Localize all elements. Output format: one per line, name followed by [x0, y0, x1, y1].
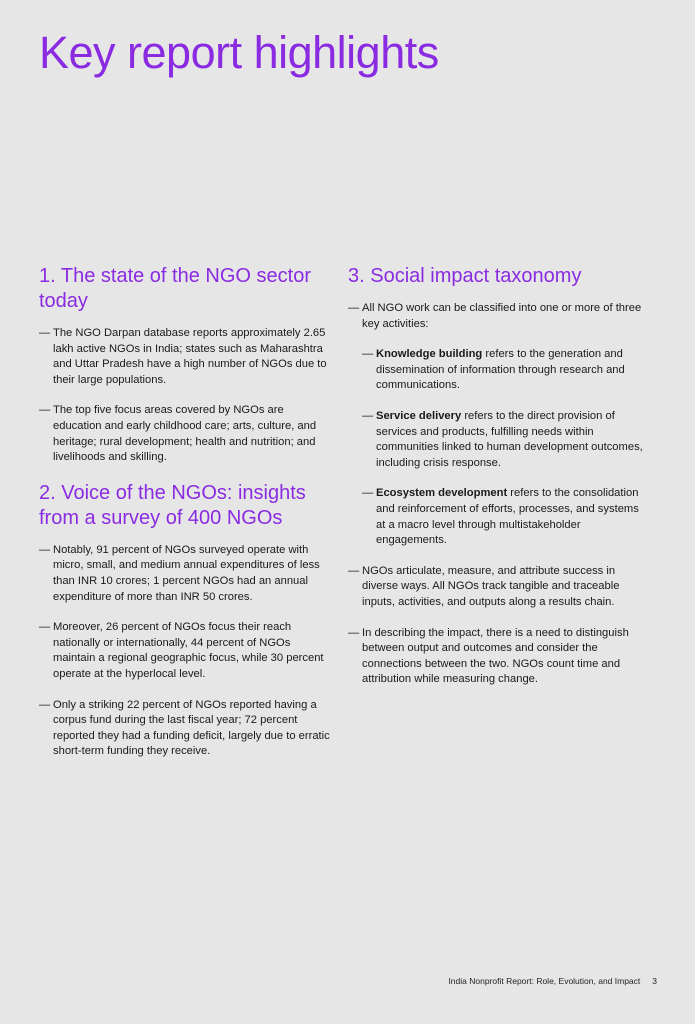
dash-glyph: — [39, 543, 51, 556]
bullet-item [39, 620, 334, 682]
dash-glyph: — [348, 564, 360, 577]
bullet-item [39, 403, 334, 465]
bullet-item [39, 543, 334, 605]
term-label: Ecosystem development [376, 487, 508, 500]
dash-glyph: — [39, 621, 51, 634]
dash-glyph: — [362, 348, 374, 361]
dash-glyph: — [39, 404, 51, 417]
bullet-text: Notably, 91 percent of NGOs surveyed operate with micro, small, and medium annual expenditures of less than INR 10 crores; 1 percent NGOs had an annual expenditure of more than INR 50 crores. [53, 543, 320, 603]
footer-report-name: India Nonprofit Report: Role, Evolution, and Impact [448, 976, 641, 986]
bullet-text: The top five focus areas covered by NGOs are education and early childhood care; arts, culture, and heritage; rural development; health and nutrition; and livelihoods and skilling. [53, 404, 317, 464]
bullet-text: In describing the impact, there is a need to distinguish between output and outcomes and consider the connections between the two. NGOs count time and attribution while measuring change. [362, 626, 629, 686]
page-footer [448, 976, 657, 986]
bullet-text: The NGO Darpan database reports approximately 2.65 lakh active NGOs in India; states such as Maharashtra and Uttar Pradesh have a high number of NGOs due to their large populations. [53, 327, 327, 386]
bullet-text: All NGO work can be classified into one or more of three key activities: [362, 302, 642, 330]
dash-glyph: — [39, 698, 51, 711]
term-description: refers to the generation and dissemination of information through research and communications. [376, 348, 625, 392]
sub-bullet-knowledge-building [348, 347, 648, 394]
bullet-item [39, 326, 334, 388]
page-title: Key report highlights [39, 27, 439, 78]
section-heading-state-of-ngo-sector: 1. The state of the NGO sector today [39, 265, 311, 312]
term-label: Service delivery [376, 409, 462, 422]
left-column [39, 264, 334, 775]
dash-glyph: — [348, 302, 360, 314]
right-column [348, 264, 648, 703]
bullet-item [348, 626, 648, 688]
bullet-text: NGOs articulate, measure, and attribute success in diverse ways. All NGOs track tangible and traceable inputs, activities, and outputs along a results chain. [362, 564, 620, 608]
bullet-text: Only a striking 22 percent of NGOs reported having a corpus fund during the last fiscal year; 72 percent reported they had a funding deficit, largely due to erratic short-term funding they receive. [53, 698, 330, 758]
section-heading-social-impact-taxonomy: 3. Social impact taxonomy [348, 265, 582, 287]
bullet-item [348, 301, 648, 332]
section-heading-voice-of-ngos: 2. Voice of the NGOs: insights from a survey of 400 NGOs [39, 481, 306, 529]
sub-bullet-ecosystem-development [348, 486, 648, 548]
sub-bullet-service-delivery [348, 409, 648, 471]
dash-glyph: — [39, 327, 51, 339]
term-label: Knowledge building [376, 348, 483, 361]
page-number: 3 [652, 976, 657, 986]
bullet-item [39, 698, 334, 760]
dash-glyph: — [362, 409, 374, 422]
dash-glyph: — [348, 626, 360, 639]
dash-glyph: — [362, 487, 374, 500]
bullet-text: Moreover, 26 percent of NGOs focus their reach nationally or internationally, 44 percent of NGOs maintain a regional geographic focus, while 30 percent operate at the hyperlocal level. [53, 621, 324, 680]
bullet-item [348, 564, 648, 611]
term-description: refers to the consolidation and reinforcement of efforts, processes, and systems at a macro level through multistakeholder engagements. [376, 487, 639, 547]
term-description: refers to the direct provision of services and products, fulfilling needs within communities linked to human development outcomes, including crisis response. [376, 409, 643, 469]
